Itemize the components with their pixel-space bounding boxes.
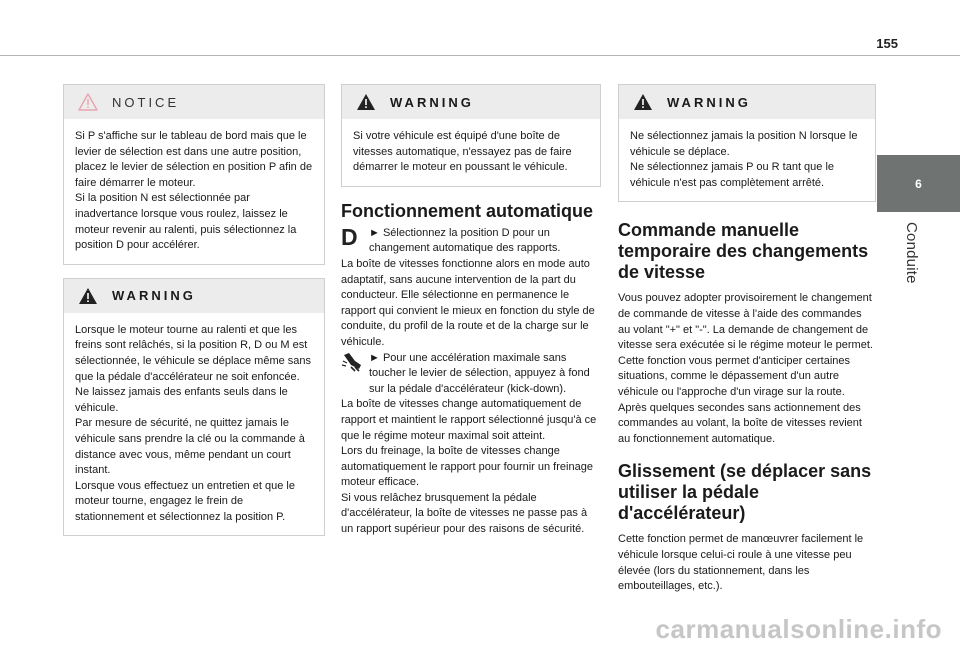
gear-d-icon: D xyxy=(341,223,358,250)
watermark: carmanualsonline.info xyxy=(655,614,942,644)
body-paragraph: Cette fonction vous permet d'anticiper certaines situations, comme le dépassement d'un autre véhicule ou l'approche d'un virage sur la route. xyxy=(618,354,850,398)
body-paragraph: La boîte de vitesses change automatiquement de rapport et maintient le rapport sélectionné jusqu'à ce que le régime moteur maximal soit atteint. xyxy=(341,398,597,442)
notice-body xyxy=(64,119,324,264)
warning-header xyxy=(64,279,324,313)
warning-paragraph: Ne laissez jamais des enfants seuls dans le véhicule. xyxy=(75,386,288,414)
notice-paragraph: Si P s'affiche sur le tableau de bord mais que le levier de sélection est dans une autre position, placez le levier de sélection en position P afin de faire démarrer le moteur. xyxy=(75,130,313,189)
warning-header xyxy=(619,85,875,119)
warning-triangle-icon xyxy=(78,287,98,305)
section-heading: Commande manuelle temporaire des changements de vitesse xyxy=(618,220,869,283)
kickdown-row xyxy=(341,351,601,398)
warning-paragraph: Lorsque le moteur tourne au ralenti et que les freins sont relâchés, si la position R, D ou M est sélectionnée, le véhicule se déplace même sans que la pédale d'accélérateur ne soit enfoncée. xyxy=(75,323,312,383)
body-paragraph: Cette fonction permet de manœuvrer facilement le véhicule lorsque celui-ci roule à une vitesse peu élevée (lors du stationnement, dans les embouteillages, etc.). xyxy=(618,533,864,593)
body-paragraph: La boîte de vitesses fonctionne alors en mode auto adaptatif, sans aucune intervention de la part du conducteur. Elle sélectionne en permanence le rapport qui convient le mieux en fonction du style de conduite, du profil de la route et de la charge sur le véhicule. xyxy=(341,257,595,348)
warning-paragraph: Ne sélectionnez jamais P ou R tant que le véhicule n'est pas complètement arrêté. xyxy=(630,161,835,189)
warning-title: WARNING xyxy=(390,94,474,110)
instruction-bullet: ► Pour une accélération maximale sans toucher le levier de sélection, appuyez à fond sur la pédale d'accélérateur (kick-down). xyxy=(369,351,590,395)
warning-box xyxy=(63,278,325,537)
warning-body xyxy=(64,313,324,536)
column-1 xyxy=(63,84,325,536)
warning-title: WARNING xyxy=(667,94,751,110)
warning-paragraph: Lorsque vous effectuez un entretien et que le moteur tourne, engagez le frein de stationnement et sélectionnez la position P. xyxy=(75,479,295,523)
warning-title: WARNING xyxy=(112,288,196,304)
notice-triangle-icon xyxy=(78,93,98,111)
warning-paragraph: Par mesure de sécurité, ne quittez jamais le véhicule sans prendre la clé ou la commande à distance avec vous, même pendant un court instant. xyxy=(75,417,305,477)
warning-paragraph: Si votre véhicule est équipé d'une boîte de vitesses automatique, n'essayez pas de faire démarrer le moteur en poussant le véhicule. xyxy=(353,130,572,174)
chapter-label: Conduite xyxy=(903,222,920,284)
column-2 xyxy=(341,84,601,538)
body-paragraph: Après quelques secondes sans actionnement des commandes au volant, la boîte de vitesses revient au fonctionnement automatique. xyxy=(618,401,862,445)
mode-d-row xyxy=(341,223,601,257)
body-paragraph: Vous pouvez adopter provisoirement le changement de commande de vitesse à l'aide des commandes au volant "+" et "-". La demande de changement de vitesse sera exécutée si le régime moteur le permet. xyxy=(618,292,873,352)
warning-header xyxy=(342,85,600,119)
body-paragraph: Si vous relâchez brusquement la pédale d'accélérateur, la boîte de vitesses ne passe pas à un rapport supérieur pour des raisons de sécurité. xyxy=(341,491,588,536)
warning-box xyxy=(341,84,601,187)
glissement-section xyxy=(618,461,876,594)
notice-box xyxy=(63,84,325,265)
body-paragraph: Lors du freinage, la boîte de vitesses change automatiquement le rapport pour fournir un freinage moteur efficace. xyxy=(341,445,593,489)
top-rule xyxy=(0,55,960,56)
instruction-bullet: ► Sélectionnez la position D pour un changement automatique des rapports. xyxy=(369,226,561,255)
notice-header xyxy=(64,85,324,119)
section-heading: Glissement (se déplacer sans utiliser la pédale d'accélérateur) xyxy=(618,461,872,524)
section-heading: Fonctionnement automatique xyxy=(341,200,593,221)
warning-triangle-icon xyxy=(633,93,653,111)
page-number: 155 xyxy=(876,36,898,51)
column-3 xyxy=(618,84,876,595)
warning-body xyxy=(619,119,875,201)
chapter-tab[interactable]: 6 xyxy=(877,155,960,212)
fonctionnement-section xyxy=(341,201,601,538)
warning-triangle-icon xyxy=(356,93,376,111)
warning-paragraph: Ne sélectionnez jamais la position N lorsque le véhicule se déplace. xyxy=(630,130,858,158)
warning-box xyxy=(618,84,876,202)
commande-section xyxy=(618,220,876,447)
kick-down-pedal-icon xyxy=(341,351,365,373)
notice-title: NOTICE xyxy=(112,94,180,110)
notice-paragraph: Si la position N est sélectionnée par inadvertance lorsque vous roulez, laissez le moteur revenir au ralenti, puis sélectionnez la position D pour accélérer. xyxy=(75,192,297,252)
warning-body xyxy=(342,119,600,186)
